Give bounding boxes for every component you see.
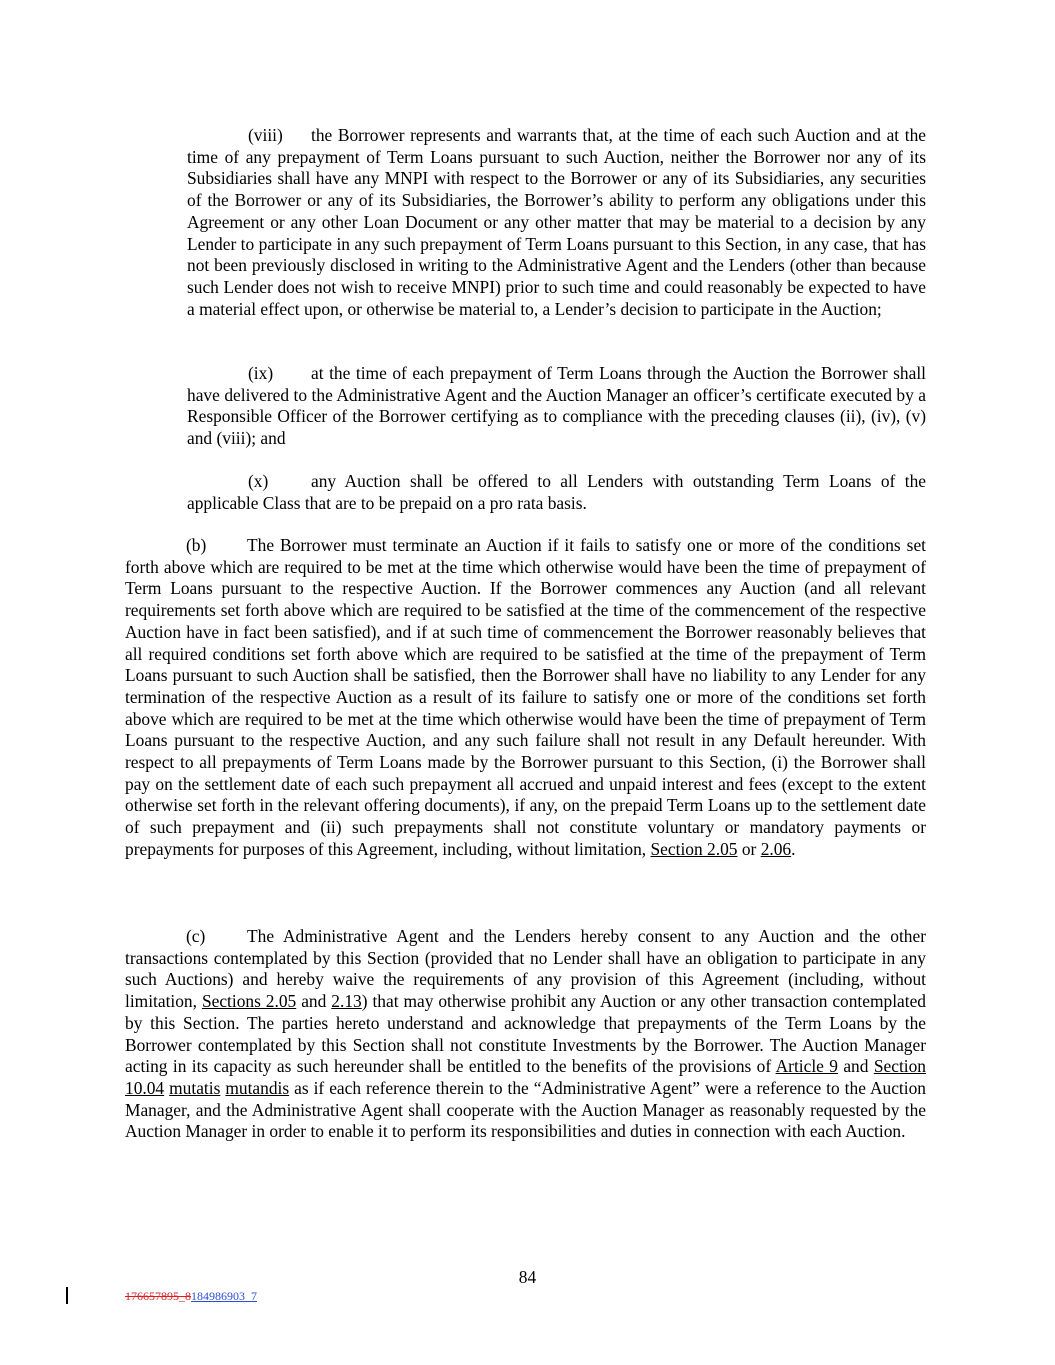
section-c bbox=[125, 926, 926, 1143]
sentence-end: . bbox=[791, 838, 796, 859]
inserted-doc-id: 184986903_7 bbox=[191, 1289, 257, 1303]
section-10-04-link[interactable]: Section 10.04 bbox=[125, 1056, 926, 1098]
section-text: The Administrative Agent and the Lenders hereby consent to any Auction and the other transactions contemplated by this Section (provided that no Lender shall have an obligation to participate in any such Auctions) and hereby waive the requirements of any provision of this Agreement (including, without limitation, bbox=[125, 926, 926, 1012]
clause-number: (ix) bbox=[248, 363, 274, 383]
clause-number: (x) bbox=[248, 471, 269, 491]
section-number: (b) bbox=[186, 535, 207, 555]
section-text: The Borrower must terminate an Auction if it fails to satisfy one or more of the conditions set forth above which are required to be met at the time which otherwise would have been the time of prepayment of Term Loans pursuant to the respective Auction. If the Borrower commences any Auction (and all relevant requirements set forth above which are required to be satisfied at the time of the commencement of the respective Auction have in fact been satisfied), and if at such time of commencement the Borrower reasonably believes that all required conditions set forth above which are required to be satisfied at the time of the prepayment of Term Loans pursuant to such Auction shall be satisfied, then the Borrower shall have no liability to any Lender for any termination of the respective Auction as a result of its failure to satisfy one or more of the conditions set forth above which are required to be met at the time which otherwise would have been the time of prepayment of Term Loans pursuant to the respective Auction, and any such failure shall not result in any Default hereunder. With respect to all prepayments of Term Loans made by the Borrower pursuant to this Section, (i) the Borrower shall pay on the settlement date of each such prepayment all accrued and unpaid interest and fees (except to the extent otherwise set forth in the relevant offering documents), if any, on the prepaid Term Loans up to the settlement date of such prepayment and (ii) such prepayments shall not constitute voluntary or mandatory payments or prepayments for purposes of this Agreement, including, without limitation, bbox=[125, 535, 926, 859]
article-9-link[interactable]: Article 9 bbox=[775, 1056, 838, 1077]
clause-text: any Auction shall be offered to all Lenders with outstanding Term Loans of the applicable Class that are to be prepaid on a pro rata basis. bbox=[187, 471, 926, 513]
section-text: ) that may otherwise prohibit any Auction or any other transaction contemplated by this Section. The parties hereto understand and acknowledge that prepayments of the Term Loans by the Borrower contemplated by this Section shall not constitute Investments by the Borrower. The Auction Manager acting in its capacity as such hereunder shall be entitled to the benefits of the provisions of bbox=[125, 991, 927, 1077]
mutatis-term: mutatis bbox=[169, 1077, 221, 1098]
page-number: 84 bbox=[518, 1267, 537, 1287]
section-2-05-link[interactable]: Section 2.05 bbox=[650, 838, 738, 859]
connector-text: and bbox=[843, 1056, 869, 1077]
sections-2-05-link[interactable]: Sections 2.05 bbox=[201, 991, 297, 1012]
clause-text: at the time of each prepayment of Term Loans through the Auction the Borrower shall have delivered to the Administrative Agent and the Auction Manager an officer’s certificate executed by a Responsible Officer of the Borrower certifying as to compliance with the preceding clauses (ii), (iv), (v) and (viii); and bbox=[187, 363, 926, 449]
section-b bbox=[125, 535, 926, 861]
clause-number: (viii) bbox=[248, 125, 283, 145]
section-2-06-link[interactable]: 2.06 bbox=[760, 838, 792, 859]
clause-viii bbox=[187, 125, 926, 320]
change-bar bbox=[66, 1287, 68, 1304]
connector-text: or bbox=[741, 838, 757, 859]
clause-ix bbox=[187, 363, 926, 450]
connector-text: and bbox=[301, 991, 327, 1012]
document-id-footer bbox=[125, 1289, 257, 1304]
section-number: (c) bbox=[186, 926, 206, 946]
clause-x bbox=[187, 471, 926, 514]
section-2-13-link[interactable]: 2.13 bbox=[331, 991, 362, 1012]
clause-text: the Borrower represents and warrants that, at the time of each such Auction and at the time of any prepayment of Term Loans pursuant to such Auction, neither the Borrower nor any of its Subsidiaries shall have any MNPI with respect to the Borrower or any of its Subsidiaries, any securities of the Borrower or any of its Subsidiaries, the Borrower’s ability to perform any obligations under this Agreement or any other Loan Document or any other matter that may be material to a decision by any Lender to participate in any such prepayment of Term Loans pursuant to this Section, in any case, that has not been previously disclosed in writing to the Administrative Agent and the Lenders (other than because such Lender does not wish to receive MNPI) prior to such time and could reasonably be expected to have a material effect upon, or otherwise be material to, a Lender’s decision to participate in the Auction; bbox=[187, 125, 926, 319]
section-text: as if each reference therein to the “Administrative Agent” were a reference to the Auction Manager, and the Administrative Agent shall cooperate with the Auction Manager as reasonably requested by the Auction Manager in order to enable it to perform its responsibilities and duties in connection with each Auction. bbox=[125, 1077, 926, 1142]
deleted-doc-id: 176657895_8 bbox=[125, 1289, 191, 1303]
mutandis-term: mutandis bbox=[225, 1077, 290, 1098]
